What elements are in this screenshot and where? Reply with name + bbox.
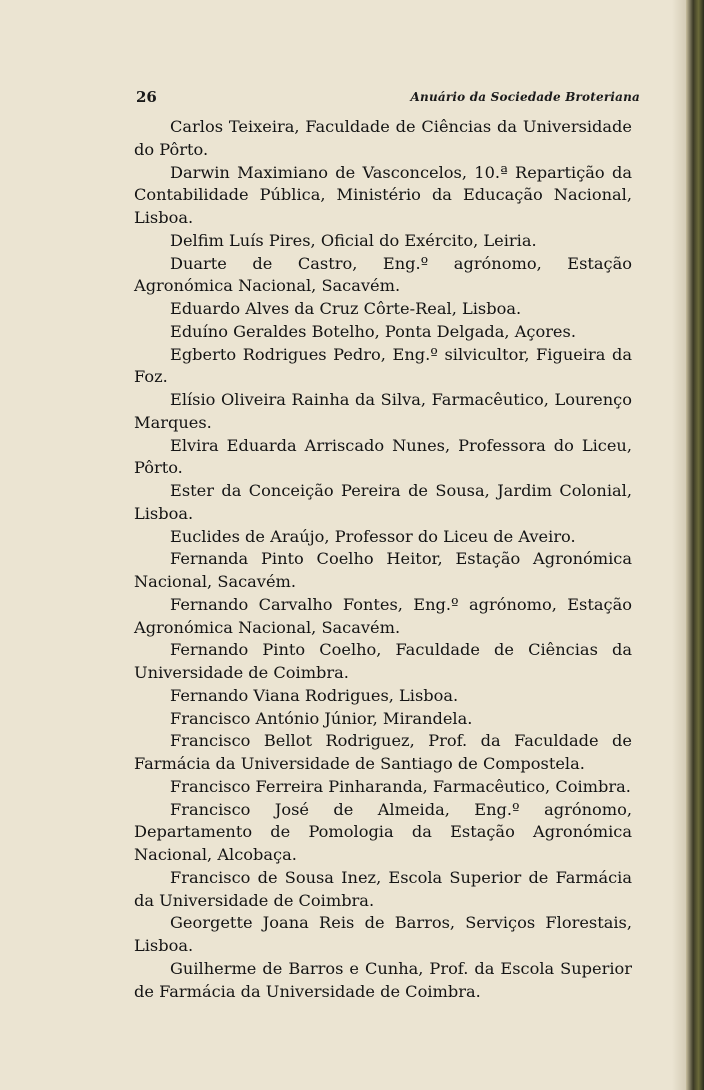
list-item: Delfim Luís Pires, Oficial do Exército, Leiria. [170, 230, 537, 250]
list-item: Guilherme de Barros e Cunha, Prof. da Escola Superior de Farmácia da Universidade de Coimbra. [134, 958, 632, 1001]
list-item: Carlos Teixeira, Faculdade de Ciências da Universidade do Pôrto. [134, 117, 632, 159]
list-item: Fernanda Pinto Coelho Heitor, Estação Agronómica Nacional, Sacavém. [134, 549, 632, 591]
running-head: Anuário da Sociedade Broteriana [410, 90, 640, 104]
list-item: Eduardo Alves da Cruz Côrte-Real, Lisboa. [170, 299, 522, 318]
list-item: Fernando Carvalho Fontes, Eng.º agrónomo, Estação Agronómica Nacional, Sacavém. [134, 594, 632, 637]
list-item: Francisco Bellot Rodriguez, Prof. da Faculdade de Farmácia da Universidade de Santiago de Compostela. [134, 731, 632, 773]
list-item: Elísio Oliveira Rainha da Silva, Farmacêutico, Lourenço Marques. [134, 390, 632, 432]
list-item: Georgette Joana Reis de Barros, Serviços Florestais, Lisboa. [134, 913, 632, 955]
list-item: Darwin Maximiano de Vasconcelos, 10.ª Repartição da Contabilidade Pública, Ministério da Educação Nacional, Lisboa. [134, 162, 632, 227]
page-number: 26 [136, 88, 157, 106]
list-item: Francisco Ferreira Pinharanda, Farmacêutico, Coimbra. [170, 776, 631, 796]
list-item: Francisco António Júnior, Mirandela. [170, 708, 473, 728]
list-item: Francisco José de Almeida, Eng.º agrónomo, Departamento de Pomologia da Estação Agronómica Nacional, Alcobaça. [134, 799, 632, 864]
list-item: Euclides de Araújo, Professor do Liceu de Aveiro. [170, 526, 576, 546]
page-header [136, 88, 640, 110]
list-item: Duarte de Castro, Eng.º agrónomo, Estação Agronómica Nacional, Sacavém. [134, 253, 632, 296]
list-item: Elvira Eduarda Arriscado Nunes, Professora do Liceu, Pôrto. [134, 435, 632, 478]
book-binding-edge [686, 0, 704, 1090]
binding-shadow [672, 0, 686, 1090]
list-item: Fernando Viana Rodrigues, Lisboa. [170, 685, 459, 705]
list-item: Fernando Pinto Coelho, Faculdade de Ciências da Universidade de Coimbra. [134, 640, 632, 682]
list-item: Eduíno Geraldes Botelho, Ponta Delgada, Açores. [170, 321, 576, 341]
member-list [134, 116, 632, 1003]
list-item: Ester da Conceição Pereira de Sousa, Jardim Colonial, Lisboa. [134, 481, 632, 523]
list-item: Francisco de Sousa Inez, Escola Superior de Farmácia da Universidade de Coimbra. [134, 867, 632, 910]
list-item: Egberto Rodrigues Pedro, Eng.º silvicultor, Figueira da Foz. [134, 344, 632, 387]
